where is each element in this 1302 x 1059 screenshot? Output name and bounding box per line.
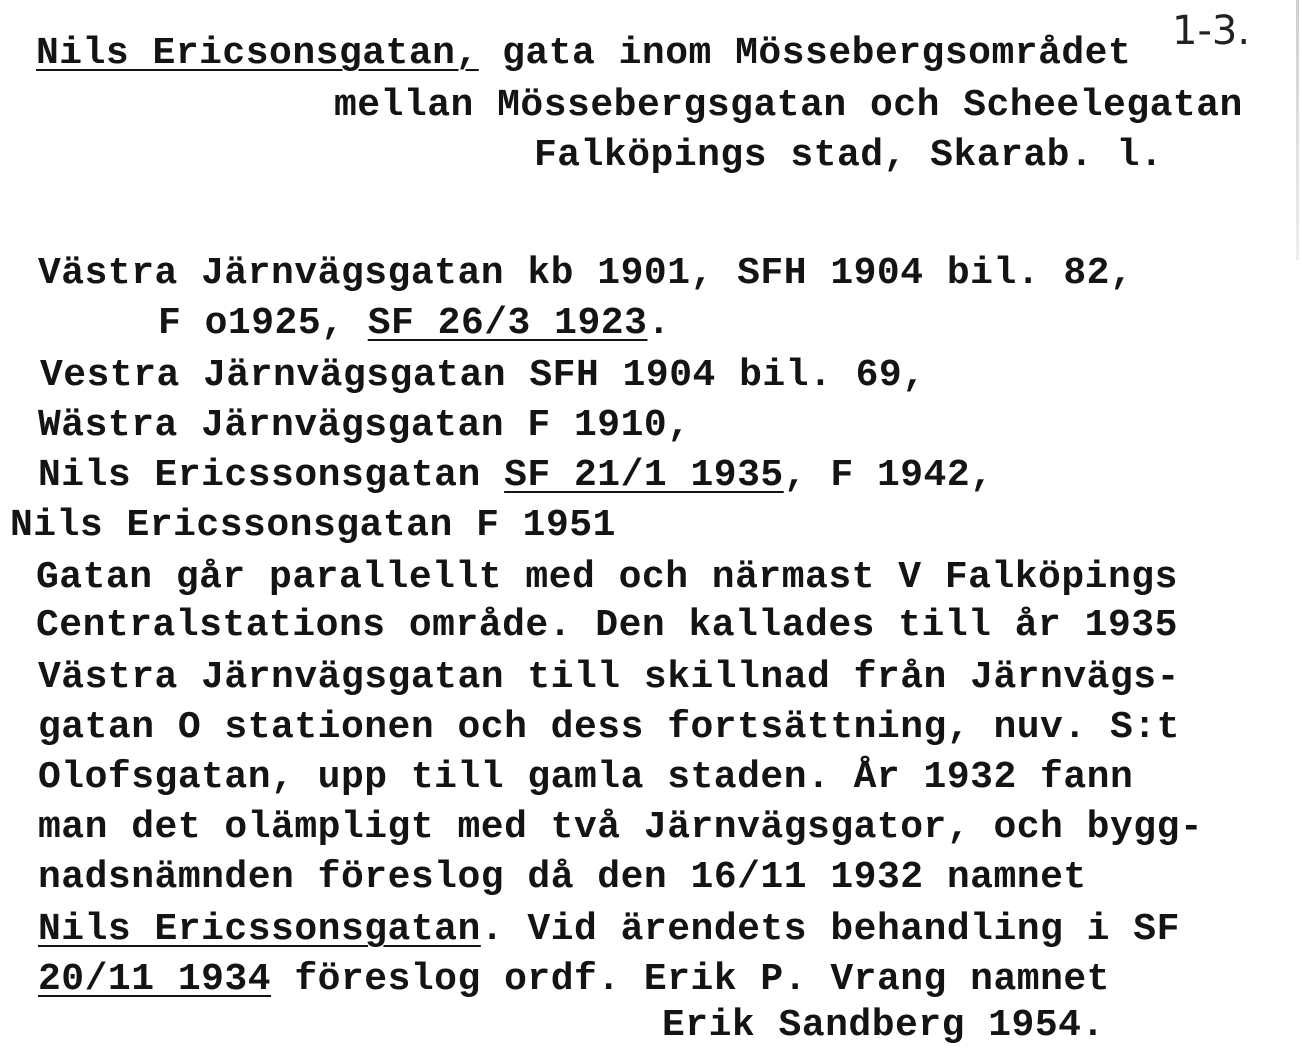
- sf-reference: SF 26/3 1923: [367, 302, 648, 345]
- body-line-5: Olofsgatan, upp till gamla staden. År 1932 fann: [38, 756, 1134, 799]
- body-line-4: gatan O stationen och dess fortsättning, nuv. S:t: [38, 706, 1180, 749]
- sf-date: 20/11 1934: [38, 958, 272, 1001]
- header-line-2: mellan Mössebergsgatan och Scheelegatan: [334, 84, 1243, 127]
- body-line-8: Nils Ericssonsgatan. Vid ärendets behandling i SF: [38, 908, 1180, 951]
- body-line-6: man det olämpligt med två Järnvägsgator, och bygg-: [38, 806, 1204, 849]
- body-line-1: Gatan går parallellt med och närmast V Falköpings: [36, 556, 1178, 599]
- sf-reference: SF 21/1 1935: [504, 454, 784, 497]
- corner-note: 1-3.: [1172, 8, 1251, 54]
- body-line-3: Västra Järnvägsgatan till skillnad från Järnvägs-: [38, 656, 1180, 699]
- name-entry-2: F o1925, SF 26/3 1923.: [158, 302, 671, 345]
- header-line-1: [36, 32, 1131, 76]
- card-edge-shadow: [1296, 0, 1299, 260]
- new-street-name: Nils Ericssonsgatan: [38, 908, 481, 951]
- name-entry-5: Nils Ericssonsgatan SF 21/1 1935, F 1942,: [38, 454, 994, 497]
- name-entry-6: Nils Ericssonsgatan F 1951: [10, 504, 616, 547]
- name-entry-4: Wästra Järnvägsgatan F 1910,: [38, 404, 691, 447]
- header-line-3: Falköpings stad, Skarab. l.: [534, 134, 1164, 177]
- header-location: gata inom Mössebergsområdet: [478, 32, 1132, 75]
- body-line-2: Centralstations område. Den kallades till år 1935: [36, 604, 1178, 647]
- signature: Erik Sandberg 1954.: [662, 1004, 1105, 1047]
- body-line-9: 20/11 1934 föreslog ordf. Erik P. Vrang namnet: [38, 958, 1110, 1001]
- street-title: Nils Ericsonsgatan,: [36, 32, 479, 75]
- name-entry-1: Västra Järnvägsgatan kb 1901, SFH 1904 bil. 82,: [38, 252, 1134, 295]
- name-entry-3: Vestra Järnvägsgatan SFH 1904 bil. 69,: [40, 354, 926, 397]
- body-line-7: nadsnämnden föreslog då den 16/11 1932 namnet: [38, 856, 1087, 899]
